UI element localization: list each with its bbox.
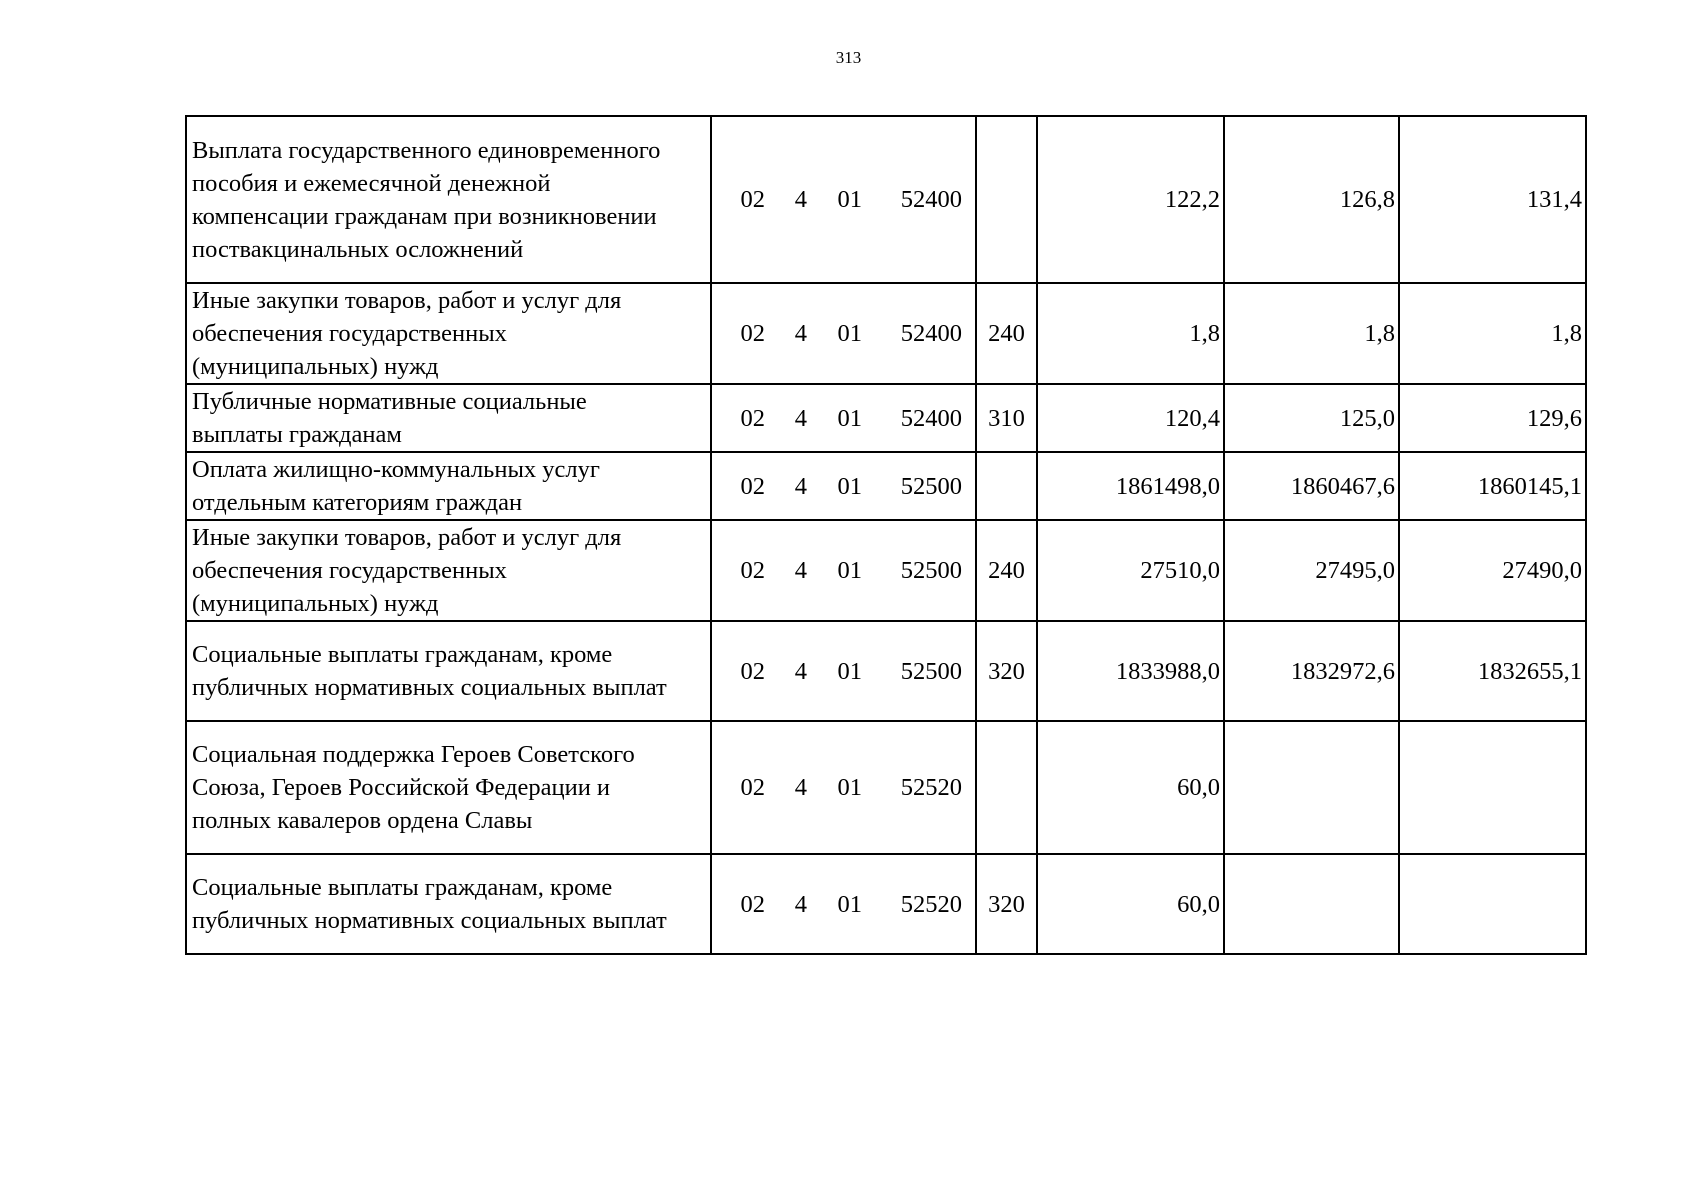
table-row (186, 116, 1586, 283)
row-amount-2: 125,0 (1224, 384, 1399, 452)
code-section: 02 (740, 186, 765, 213)
row-amount-3: 1832655,1 (1399, 621, 1586, 721)
row-classification-codes (711, 721, 976, 854)
row-amount-1: 60,0 (1037, 721, 1224, 854)
row-name (186, 384, 711, 452)
row-name-line: отдельным категориям граждан (192, 489, 523, 516)
row-amount-2: 126,8 (1224, 116, 1399, 283)
row-expense-type (976, 116, 1037, 283)
code-section: 02 (740, 472, 765, 500)
table-row (186, 621, 1586, 721)
code-target: 52520 (900, 890, 962, 918)
row-amount-1: 1,8 (1037, 283, 1224, 384)
row-amount-2 (1224, 721, 1399, 854)
row-expense-type: 320 (976, 621, 1037, 721)
code-subsection: 4 (794, 774, 807, 801)
row-amount-3: 131,4 (1399, 116, 1586, 283)
table-row (186, 721, 1586, 854)
code-subsection: 4 (794, 657, 807, 685)
row-amount-3: 27490,0 (1399, 520, 1586, 621)
row-amount-1: 27510,0 (1037, 520, 1224, 621)
code-section: 02 (740, 320, 765, 347)
row-name-line: публичных нормативных социальных выплат (192, 907, 667, 934)
row-expense-type: 240 (976, 520, 1037, 621)
row-amount-2: 27495,0 (1224, 520, 1399, 621)
code-target: 52500 (900, 472, 962, 500)
row-classification-codes (711, 452, 976, 520)
code-section: 02 (740, 557, 765, 584)
code-section: 02 (740, 890, 765, 918)
row-name-line: поствакцинальных осложнений (192, 235, 524, 263)
page-number: 313 (835, 48, 862, 67)
row-classification-codes (711, 854, 976, 954)
row-classification-codes (711, 283, 976, 384)
table-row (186, 452, 1586, 520)
code-target: 52500 (900, 557, 962, 584)
row-name-line: полных кавалеров ордена Славы (192, 807, 533, 834)
code-program: 01 (837, 657, 862, 685)
code-program: 01 (837, 186, 862, 213)
code-program: 01 (837, 774, 862, 801)
row-name-line: Выплата государственного единовременного (192, 136, 661, 164)
row-amount-3: 1860145,1 (1399, 452, 1586, 520)
code-subsection: 4 (794, 890, 807, 918)
code-subsection: 4 (794, 186, 807, 213)
row-name-line: Социальные выплаты гражданам, кроме (192, 874, 613, 901)
row-name-line: публичных нормативных социальных выплат (192, 674, 667, 701)
code-section: 02 (740, 657, 765, 685)
code-subsection: 4 (794, 320, 807, 347)
row-name-line: Публичные нормативные социальные (192, 388, 587, 415)
row-name (186, 283, 711, 384)
code-target: 52400 (900, 320, 962, 347)
row-classification-codes (711, 116, 976, 283)
row-expense-type (976, 721, 1037, 854)
code-program: 01 (837, 890, 862, 918)
code-target: 52520 (900, 774, 962, 801)
row-amount-2 (1224, 854, 1399, 954)
row-name-line: обеспечения государственных (192, 320, 507, 347)
code-target: 52400 (900, 186, 962, 213)
row-amount-2: 1860467,6 (1224, 452, 1399, 520)
code-subsection: 4 (794, 557, 807, 584)
row-amount-2: 1832972,6 (1224, 621, 1399, 721)
row-amount-3 (1399, 854, 1586, 954)
row-expense-type: 310 (976, 384, 1037, 452)
row-classification-codes (711, 621, 976, 721)
row-amount-1: 1833988,0 (1037, 621, 1224, 721)
code-program: 01 (837, 472, 862, 500)
row-name-line: Оплата жилищно-коммунальных услуг (192, 456, 600, 483)
row-amount-1: 122,2 (1037, 116, 1224, 283)
table-row (186, 854, 1586, 954)
row-expense-type: 320 (976, 854, 1037, 954)
row-classification-codes (711, 384, 976, 452)
code-section: 02 (740, 774, 765, 801)
row-amount-1: 120,4 (1037, 384, 1224, 452)
code-section: 02 (740, 404, 765, 432)
row-name-line: (муниципальных) нужд (192, 590, 439, 617)
row-name (186, 621, 711, 721)
code-target: 52400 (900, 404, 962, 432)
row-name-line: Социальные выплаты гражданам, кроме (192, 641, 613, 668)
code-program: 01 (837, 320, 862, 347)
row-name (186, 452, 711, 520)
row-name-line: Союза, Героев Российской Федерации и (192, 774, 611, 801)
row-expense-type: 240 (976, 283, 1037, 384)
row-amount-3 (1399, 721, 1586, 854)
budget-table (185, 115, 1587, 955)
row-amount-3: 1,8 (1399, 283, 1586, 384)
row-amount-1: 1861498,0 (1037, 452, 1224, 520)
row-name-line: Иные закупки товаров, работ и услуг для (192, 524, 622, 551)
row-amount-3: 129,6 (1399, 384, 1586, 452)
row-name-line: (муниципальных) нужд (192, 353, 439, 380)
code-subsection: 4 (794, 472, 807, 500)
table-row (186, 520, 1586, 621)
row-expense-type (976, 452, 1037, 520)
budget-table-body (186, 116, 1586, 954)
table-row (186, 384, 1586, 452)
row-name (186, 116, 711, 283)
row-name-line: Социальная поддержка Героев Советского (192, 741, 635, 768)
row-name-line: компенсации гражданам при возникновении (192, 202, 657, 230)
row-name (186, 721, 711, 854)
row-name-line: выплаты гражданам (192, 421, 402, 448)
code-program: 01 (837, 404, 862, 432)
row-amount-1: 60,0 (1037, 854, 1224, 954)
table-row (186, 283, 1586, 384)
code-target: 52500 (900, 657, 962, 685)
row-name (186, 520, 711, 621)
row-name-line: Иные закупки товаров, работ и услуг для (192, 287, 622, 314)
row-name (186, 854, 711, 954)
code-subsection: 4 (794, 404, 807, 432)
row-name-line: пособия и ежемесячной денежной (192, 169, 551, 197)
row-classification-codes (711, 520, 976, 621)
code-program: 01 (837, 557, 862, 584)
row-name-line: обеспечения государственных (192, 557, 507, 584)
row-amount-2: 1,8 (1224, 283, 1399, 384)
